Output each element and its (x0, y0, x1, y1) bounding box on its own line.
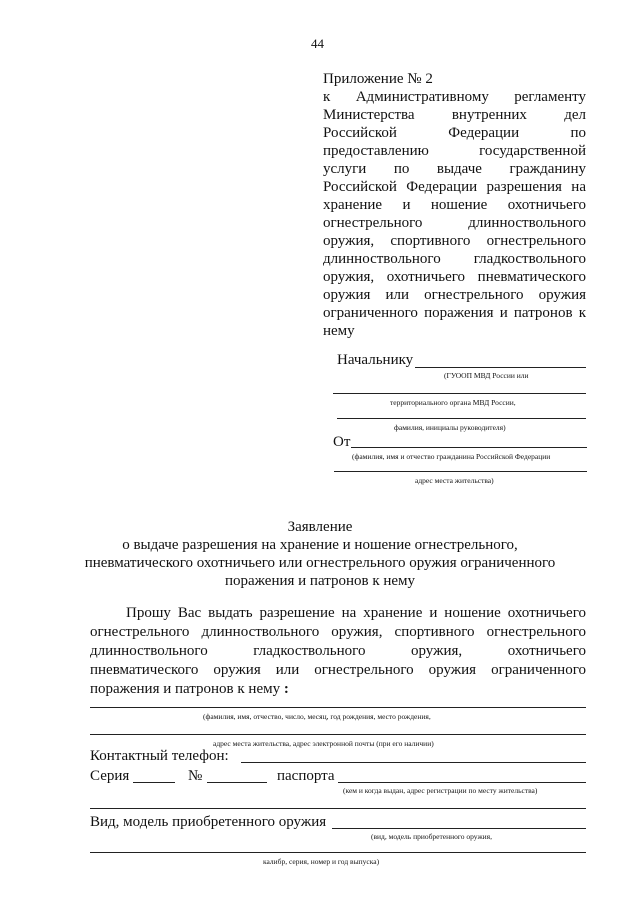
phone-label: Контактный телефон: (90, 748, 229, 764)
appendix-line: оружия или огнестрельного оружия (323, 287, 586, 303)
request-line: огнестрельного длинноствольного оружия, спортивного огнестрельного (90, 624, 586, 640)
series-label: Серия (90, 768, 130, 784)
passport-extra-field-line[interactable] (90, 808, 586, 809)
hint-name: (фамилия, имя, отчество, число, месяц, год рождения, место рождения, (203, 712, 431, 721)
weapon-label: Вид, модель приобретенного оружия (90, 814, 327, 830)
appendix-last-line: нему (323, 323, 355, 339)
request-paragraph (90, 604, 586, 699)
request-line: длинноствольного гладкоствольного оружия, охотничьего (90, 643, 586, 659)
appendix-line: Российской Федерации по (323, 125, 586, 141)
appendix-line: огнестрельного длинноствольного (323, 215, 586, 231)
appendix-line: предоставлению государственной (323, 143, 586, 159)
appendix-line: услуги по выдаче гражданину (323, 161, 586, 177)
request-last-line-text: поражения и патронов к нему (90, 681, 281, 697)
from-hint-1: (фамилия, имя и отчество гражданина Российской Федерации (352, 452, 551, 461)
from-hint-2: адрес места жительства) (415, 476, 494, 485)
appendix-title: Приложение № 2 (323, 71, 433, 87)
citizen-address-field-line[interactable] (334, 471, 587, 472)
request-line: Прошу Вас выдать разрешение на хранение и ношение охотничьего (126, 605, 586, 621)
appendix-line: оружия, спортивного огнестрельного (323, 233, 586, 249)
statement-title (60, 518, 580, 590)
page-number: 44 (311, 36, 324, 51)
request-colon: : (283, 681, 289, 697)
series-field-line[interactable] (133, 782, 175, 783)
request-line: пневматического оружия или огнестрельного оружия ограниченного (90, 662, 586, 678)
weapon-field-line[interactable] (332, 828, 586, 829)
request-lines (90, 604, 586, 680)
hint-weapon: (вид, модель приобретенного оружия, (371, 832, 492, 841)
personal-data-field-line[interactable] (90, 707, 586, 708)
phone-field-line[interactable] (241, 762, 586, 763)
appendix-line: Российской Федерации разрешения на (323, 179, 586, 195)
request-last-line (90, 680, 586, 699)
to-hint-2: территориального органа МВД России, (390, 398, 516, 407)
to-hint-1: (ГУООП МВД России или (444, 371, 529, 380)
authority-field-line[interactable] (333, 393, 586, 394)
weapon-details-field-line[interactable] (90, 852, 586, 853)
statement-heading: Заявление (287, 519, 353, 535)
address-field-line[interactable] (90, 734, 586, 735)
appendix-line: ограниченного поражения и патронов к (323, 305, 586, 321)
from-field-line[interactable] (351, 447, 587, 448)
to-hint-3: фамилия, инициалы руководителя) (394, 423, 506, 432)
appendix-block (323, 70, 586, 340)
statement-subtitle-2: пневматического охотничьего или огнестрельного оружия ограниченного (84, 555, 556, 571)
appendix-line: длинноствольного гладкоствольного (323, 251, 586, 267)
to-label: Начальнику (337, 352, 414, 368)
appendix-lines (323, 88, 586, 322)
hint-passport: (кем и когда выдан, адрес регистрации по месту жительства) (343, 786, 538, 795)
number-label: № (188, 768, 203, 784)
statement-subtitle-1: о выдаче разрешения на хранение и ношение огнестрельного, (122, 537, 518, 553)
appendix-line: оружия, охотничьего пневматического (323, 269, 586, 285)
from-label: От (333, 434, 351, 450)
number-field-line[interactable] (207, 782, 267, 783)
passport-field-line[interactable] (338, 782, 586, 783)
hint-address: адрес места жительства, адрес электронной почты (при его наличии) (213, 739, 434, 748)
to-field-line[interactable] (415, 367, 586, 368)
statement-subtitle-3: поражения и патронов к нему (224, 573, 416, 589)
appendix-line: Министерства внутренних дел (323, 107, 586, 123)
appendix-line: к Административному регламенту (323, 89, 586, 105)
hint-caliber: калибр, серия, номер и год выпуска) (263, 857, 380, 866)
appendix-line: хранение и ношение охотничьего (323, 197, 586, 213)
head-name-field-line[interactable] (337, 418, 586, 419)
passport-label: паспорта (277, 768, 335, 784)
